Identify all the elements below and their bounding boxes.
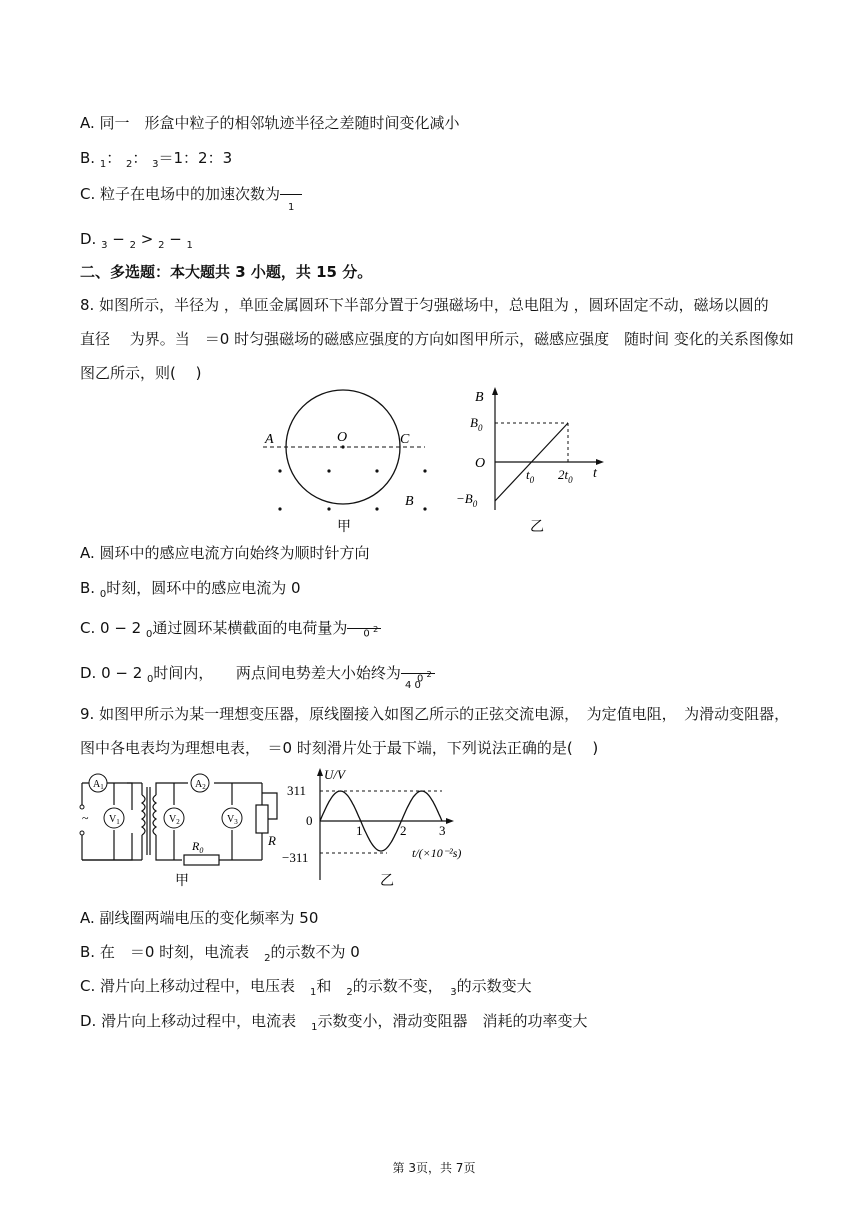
ammeter-a1: A xyxy=(93,779,101,790)
q7-option-b: B. $_1$： $_2$： $_3$＝1：2：3 xyxy=(80,149,233,170)
q8-stem-line1: 8. 如图所示，半径为 ，单匝金属圆环下半部分置于匀强磁场中，总电阻为 ，圆环固定不动，磁场以圆的 xyxy=(80,296,769,314)
q9-option-b: B. 在 ＝0 时刻，电流表 $_2$的示数不为 0 xyxy=(80,943,360,964)
caption: 乙 xyxy=(380,874,394,889)
svg-text:V2: $V_2$ xyxy=(169,814,180,826)
q9-option-a: A. 副线圈两端电压的变化频率为 50 xyxy=(80,909,319,927)
svg-text:B0: $B_0$ xyxy=(470,415,483,433)
label-b: B xyxy=(405,494,414,509)
q8-option-a: A. 圆环中的感应电流方向始终为顺时针方向 xyxy=(80,544,370,562)
svg-text:t0: $t_0$ xyxy=(526,467,535,485)
svg-text:2t0: $2t_0$ xyxy=(558,467,573,485)
q9-figure-wave xyxy=(282,765,502,890)
tick-3: 3 xyxy=(439,823,446,838)
svg-text:R0: $R_0$ xyxy=(192,839,204,855)
label-o: O xyxy=(337,430,348,445)
tick-2: 2 xyxy=(400,823,407,838)
tick-neg311: −311 xyxy=(282,850,309,865)
ammeter-a2: A xyxy=(195,779,203,790)
svg-text:~: ~ xyxy=(82,811,89,825)
axis-b: B xyxy=(475,390,484,405)
q8-stem-line3: 图乙所示，则( ) xyxy=(80,364,202,382)
page-footer: 第 3页，共 7页 xyxy=(392,1161,476,1175)
svg-text:A1: $A_1$ xyxy=(93,779,104,791)
caption: 甲 xyxy=(175,874,189,889)
q9-option-c: C. 滑片向上移动过程中，电压表 $_1$和 $_2$的示数不变， $_3$的示数变大 xyxy=(80,977,532,998)
section-heading: 二、多选题：本大题共 3 小题，共 15 分。 xyxy=(80,263,373,281)
svg-text:V1: $V_1$ xyxy=(109,814,120,826)
voltmeter-v2: V xyxy=(169,814,177,825)
axis-t: t xyxy=(593,466,597,481)
voltmeter-v1: V xyxy=(109,814,117,825)
tick-1: 1 xyxy=(356,823,363,838)
caption: 甲 xyxy=(337,520,351,535)
q8-figure-graph xyxy=(450,385,620,535)
label-c: C xyxy=(400,432,410,447)
q7-option-a: A. 同一 形盒中粒子的相邻轨迹半径之差随时间变化减小 xyxy=(80,114,460,132)
axis-u: U/V xyxy=(324,767,345,782)
q9-figure-circuit xyxy=(72,765,287,890)
svg-text:−B0: $-B_0$ xyxy=(456,491,478,509)
q8-figure-ring xyxy=(255,385,445,535)
q9-stem-line1: 9. 如图甲所示为某一理想变压器，原线圈接入如图乙所示的正弦交流电源， 为定值电阻， 为滑动变阻器， xyxy=(80,705,790,723)
q8-option-d: D. 0 − 2 $_0$时间内， 两点间电势差大小始终为 0 $^2$ 4 0 xyxy=(80,663,435,686)
q7-option-d: D. $_3$ − $_2$ > $_2$ − $_1$ xyxy=(80,230,193,251)
caption: 乙 xyxy=(530,520,544,535)
q7-option-c: C. 粒子在电场中的加速次数为 1 xyxy=(80,184,302,204)
svg-text:A2: $A_2$ xyxy=(195,779,206,791)
axis-t: t/(×10⁻²s) xyxy=(412,846,462,860)
q8-stem-line2: 直径 为界。当 ＝0 时匀强磁场的磁感应强度的方向如图甲所示，磁感应强度 随时间 变化的关系图像如 xyxy=(80,330,794,348)
svg-text:V3: $V_3$ xyxy=(227,814,238,826)
label-a: A xyxy=(265,432,274,447)
q9-stem-line2: 图中各电表均为理想电表， ＝0 时刻滑片处于最下端，下列说法正确的是( ) xyxy=(80,739,599,757)
q8-option-b: B. $_0$时刻，圆环中的感应电流为 0 xyxy=(80,579,301,600)
tick-311: 311 xyxy=(287,783,307,798)
rheostat-label: R xyxy=(268,833,276,848)
q8-option-c: C. 0 − 2 $_0$通过圆环某横截面的电荷量为 0 $^2$ xyxy=(80,618,381,641)
origin-label: O xyxy=(475,456,486,471)
resistor-label: R xyxy=(192,839,200,853)
voltmeter-v3: V xyxy=(227,814,235,825)
tick-zero: 0 xyxy=(306,813,313,828)
q9-option-d: D. 滑片向上移动过程中，电流表 $_1$示数变小，滑动变阻器 消耗的功率变大 xyxy=(80,1012,588,1033)
